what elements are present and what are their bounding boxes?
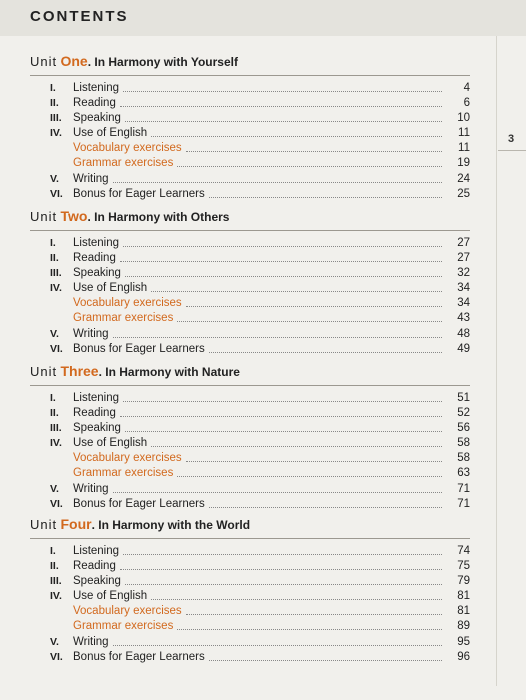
unit-title [30, 513, 470, 535]
toc-entry-label: Reading [73, 252, 116, 265]
toc-roman-numeral: V. [50, 172, 59, 185]
toc-page-number: 74 [457, 545, 470, 557]
toc-entry-label: Vocabulary exercises [73, 297, 182, 310]
toc-entry-label: Use of English [73, 127, 148, 140]
toc-entry[interactable] [30, 635, 470, 650]
toc-page-number: 32 [457, 267, 470, 280]
toc-entry[interactable] [30, 497, 470, 512]
unit-word: Unit [30, 517, 58, 532]
toc-leader-dots [123, 554, 442, 555]
unit-word: Unit [30, 209, 58, 224]
toc-leader-dots [209, 352, 442, 353]
toc-entry-label: Vocabulary exercises [73, 452, 182, 465]
toc-entry-label: Bonus for Eager Learners [73, 497, 205, 510]
toc-entry[interactable] [30, 327, 470, 342]
toc-entry-label: Grammar exercises [73, 467, 174, 480]
toc-leader-dots [123, 401, 442, 402]
toc-entry-label: Reading [73, 407, 116, 420]
toc-entry-label: Reading [73, 97, 116, 110]
toc-entry-label: Writing [73, 482, 109, 495]
toc-page-number: 56 [457, 422, 470, 435]
toc-entry[interactable] [30, 466, 470, 481]
toc-page-number: 49 [457, 342, 470, 355]
toc-page-number: 43 [457, 312, 470, 325]
toc-entry[interactable] [30, 650, 470, 665]
toc-leader-dots [113, 492, 442, 493]
toc-roman-numeral: V. [50, 635, 59, 648]
toc-leader-dots [123, 246, 442, 247]
toc-page-number: 27 [457, 237, 470, 249]
toc-entry[interactable] [30, 141, 470, 156]
toc-entry-label: Speaking [73, 422, 121, 435]
toc-page-number: 19 [457, 157, 470, 170]
unit-rule [30, 230, 470, 231]
toc-leader-dots [177, 166, 442, 167]
toc-entry-label: Speaking [73, 112, 121, 125]
toc-leader-dots [151, 599, 442, 600]
toc-page-number: 24 [457, 172, 470, 185]
toc-entry-label: Grammar exercises [73, 157, 174, 170]
toc-roman-numeral: IV. [50, 282, 62, 295]
toc-entry[interactable] [30, 482, 470, 497]
toc-page-number: 79 [457, 575, 470, 588]
unit-subtitle: . In Harmony with Yourself [87, 55, 238, 69]
toc-entry[interactable] [30, 451, 470, 466]
toc-entry[interactable] [30, 544, 470, 559]
toc-page-number: 27 [457, 252, 470, 265]
toc-leader-dots [120, 106, 442, 107]
unit-title [30, 205, 470, 227]
toc-roman-numeral: VI. [50, 497, 63, 510]
toc-roman-numeral: VI. [50, 650, 63, 663]
unit-number: Two [60, 208, 88, 224]
toc-roman-numeral: II. [50, 560, 59, 573]
toc-leader-dots [209, 197, 442, 198]
unit-number: One [60, 53, 88, 69]
unit-rule [30, 538, 470, 539]
toc-page-number: 52 [457, 407, 470, 420]
toc-leader-dots [120, 261, 442, 262]
toc-entry-label: Use of English [73, 282, 148, 295]
toc-page-number: 71 [457, 497, 470, 510]
toc-entry-label: Grammar exercises [73, 312, 174, 325]
toc-page-number: 63 [457, 467, 470, 480]
page-number-rule [498, 150, 526, 151]
toc-page-number: 10 [457, 112, 470, 125]
toc-roman-numeral: III. [50, 267, 62, 280]
toc-page-number: 11 [458, 142, 470, 155]
page-title: CONTENTS [30, 8, 129, 25]
toc-leader-dots [113, 182, 442, 183]
toc-roman-numeral: I. [50, 392, 56, 404]
toc-entry-label: Bonus for Eager Learners [73, 187, 205, 200]
toc-roman-numeral: I. [50, 545, 56, 557]
toc-leader-dots [209, 507, 442, 508]
toc-page-number: 58 [457, 437, 470, 450]
toc-entry-label: Speaking [73, 575, 121, 588]
toc-entry[interactable] [30, 604, 470, 619]
toc-page-number: 48 [457, 327, 470, 340]
toc-page-number: 95 [457, 635, 470, 648]
toc-entry[interactable] [30, 342, 470, 357]
toc-roman-numeral: III. [50, 575, 62, 588]
toc-leader-dots [123, 91, 442, 92]
toc-page-number: 51 [457, 392, 470, 404]
toc-entry[interactable] [30, 266, 470, 281]
toc-roman-numeral: VI. [50, 342, 63, 355]
toc-page-number: 75 [457, 560, 470, 573]
toc-entry[interactable] [30, 436, 470, 451]
toc-entry[interactable] [30, 172, 470, 187]
toc-page-number: 4 [463, 82, 470, 94]
toc-entry-label: Speaking [73, 267, 121, 280]
toc-entry-label: Writing [73, 635, 109, 648]
toc-leader-dots [125, 584, 442, 585]
unit-section [30, 205, 470, 357]
toc-entry[interactable] [30, 589, 470, 604]
toc-entry-label: Listening [73, 237, 120, 249]
toc-entry-label: Use of English [73, 437, 148, 450]
toc-leader-dots [177, 629, 442, 630]
toc-entry-label: Grammar exercises [73, 620, 174, 633]
toc-entry[interactable] [30, 406, 470, 421]
toc-leader-dots [209, 660, 442, 661]
toc-leader-dots [125, 121, 442, 122]
toc-roman-numeral: III. [50, 422, 62, 435]
toc-roman-numeral: IV. [50, 127, 62, 140]
toc-leader-dots [177, 321, 442, 322]
unit-subtitle: . In Harmony with the World [91, 518, 251, 532]
toc-roman-numeral: III. [50, 112, 62, 125]
toc-leader-dots [113, 337, 442, 338]
toc-entry[interactable] [30, 619, 470, 634]
toc-entry[interactable] [30, 236, 470, 251]
unit-subtitle: . In Harmony with Others [87, 210, 230, 224]
toc-entry-label: Use of English [73, 590, 148, 603]
toc-page-number: 6 [463, 97, 470, 110]
toc-entry[interactable] [30, 296, 470, 311]
toc-entry-label: Reading [73, 560, 116, 573]
unit-rule [30, 75, 470, 76]
toc-leader-dots [151, 136, 442, 137]
toc-entry[interactable] [30, 421, 470, 436]
toc-leader-dots [125, 431, 442, 432]
toc-roman-numeral: II. [50, 97, 59, 110]
unit-number: Three [60, 363, 99, 379]
toc-roman-numeral: V. [50, 327, 59, 340]
unit-title [30, 50, 470, 72]
toc-page-number: 11 [458, 127, 470, 140]
toc-page-number: 34 [457, 297, 470, 310]
toc-leader-dots [186, 614, 442, 615]
toc-entry-label: Vocabulary exercises [73, 605, 182, 618]
toc-entry[interactable] [30, 187, 470, 202]
toc-entry[interactable] [30, 391, 470, 406]
toc-leader-dots [125, 276, 442, 277]
toc-page-number: 25 [457, 187, 470, 200]
toc-page-number: 81 [457, 605, 470, 618]
toc-entry[interactable] [30, 96, 470, 111]
toc-entry-label: Vocabulary exercises [73, 142, 182, 155]
toc-entry[interactable] [30, 281, 470, 296]
unit-section [30, 513, 470, 665]
toc-entry-label: Listening [73, 392, 120, 404]
toc-page-number: 34 [457, 282, 470, 295]
toc-entry[interactable] [30, 574, 470, 589]
side-divider [496, 36, 497, 686]
toc-entry-label: Listening [73, 545, 120, 557]
toc-page-number: 58 [457, 452, 470, 465]
toc-entry[interactable] [30, 559, 470, 574]
toc-roman-numeral: I. [50, 82, 56, 94]
unit-section [30, 50, 470, 202]
toc-roman-numeral: IV. [50, 590, 62, 603]
toc-leader-dots [151, 291, 442, 292]
toc-page-number: 71 [457, 482, 470, 495]
page-number: 3 [508, 133, 515, 145]
toc-leader-dots [186, 151, 442, 152]
toc-roman-numeral: II. [50, 407, 59, 420]
toc-entry-label: Bonus for Eager Learners [73, 650, 205, 663]
toc-entry[interactable] [30, 156, 470, 171]
toc-leader-dots [186, 461, 442, 462]
toc-leader-dots [186, 306, 442, 307]
unit-subtitle: . In Harmony with Nature [98, 365, 240, 379]
toc-entry-label: Writing [73, 327, 109, 340]
toc-leader-dots [113, 645, 442, 646]
toc-entry-label: Writing [73, 172, 109, 185]
unit-section [30, 360, 470, 512]
toc-leader-dots [120, 569, 442, 570]
toc-entry[interactable] [30, 311, 470, 326]
toc-roman-numeral: V. [50, 482, 59, 495]
unit-word: Unit [30, 54, 58, 69]
toc-page-number: 89 [457, 620, 470, 633]
toc-roman-numeral: I. [50, 237, 56, 249]
toc-leader-dots [177, 476, 442, 477]
toc-entry-label: Listening [73, 82, 120, 94]
toc-entry[interactable] [30, 126, 470, 141]
toc-leader-dots [151, 446, 442, 447]
unit-number: Four [60, 516, 92, 532]
toc-entry[interactable] [30, 251, 470, 266]
toc-roman-numeral: VI. [50, 187, 63, 200]
toc-roman-numeral: IV. [50, 437, 62, 450]
unit-rule [30, 385, 470, 386]
toc-roman-numeral: II. [50, 252, 59, 265]
toc-leader-dots [120, 416, 442, 417]
toc-entry-label: Bonus for Eager Learners [73, 342, 205, 355]
toc-entry[interactable] [30, 81, 470, 96]
toc-entry[interactable] [30, 111, 470, 126]
unit-word: Unit [30, 364, 58, 379]
toc-page-number: 81 [457, 590, 470, 603]
unit-title [30, 360, 470, 382]
toc-page-number: 96 [457, 650, 470, 663]
